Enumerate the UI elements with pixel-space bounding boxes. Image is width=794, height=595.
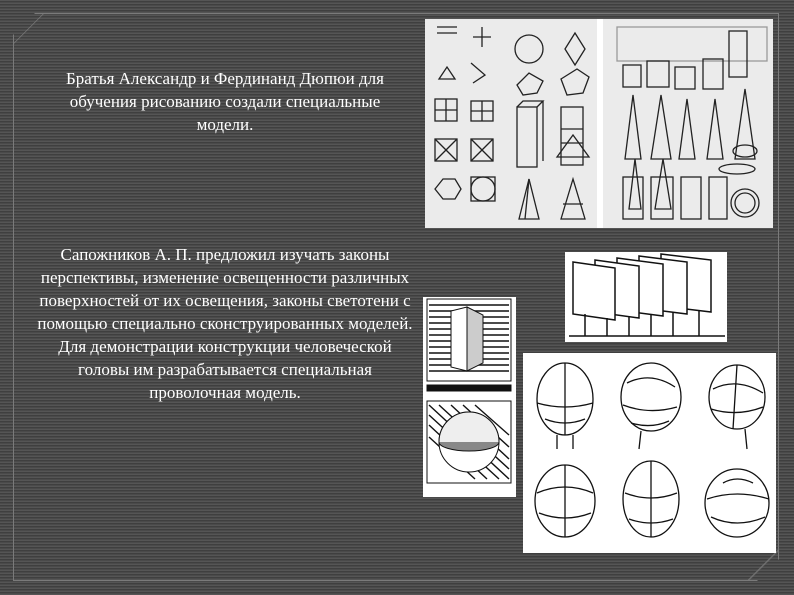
geometric-models-image bbox=[425, 19, 773, 228]
text-sapozhnikov: Сапожников А. П. предложил изучать законы перспективы, изменение освещенности различных поверхностей от их освещения, законы светотени с помощью специально сконструированных моделей. Для демонстрации конструкции человеческой головы им разрабатывается специальная проволочная модель. bbox=[37, 245, 413, 402]
wire-head-model-image bbox=[523, 353, 776, 553]
lighting-boxes-image bbox=[423, 297, 516, 497]
frame-corner-top-left bbox=[13, 13, 44, 44]
text-dupuis-brothers: Братья Александр и Фердинанд Дюпюи для обучения рисованию создали специальные модели. bbox=[66, 69, 384, 134]
frame-corner-bottom-right bbox=[748, 550, 779, 581]
perspective-panels-image bbox=[565, 252, 727, 342]
